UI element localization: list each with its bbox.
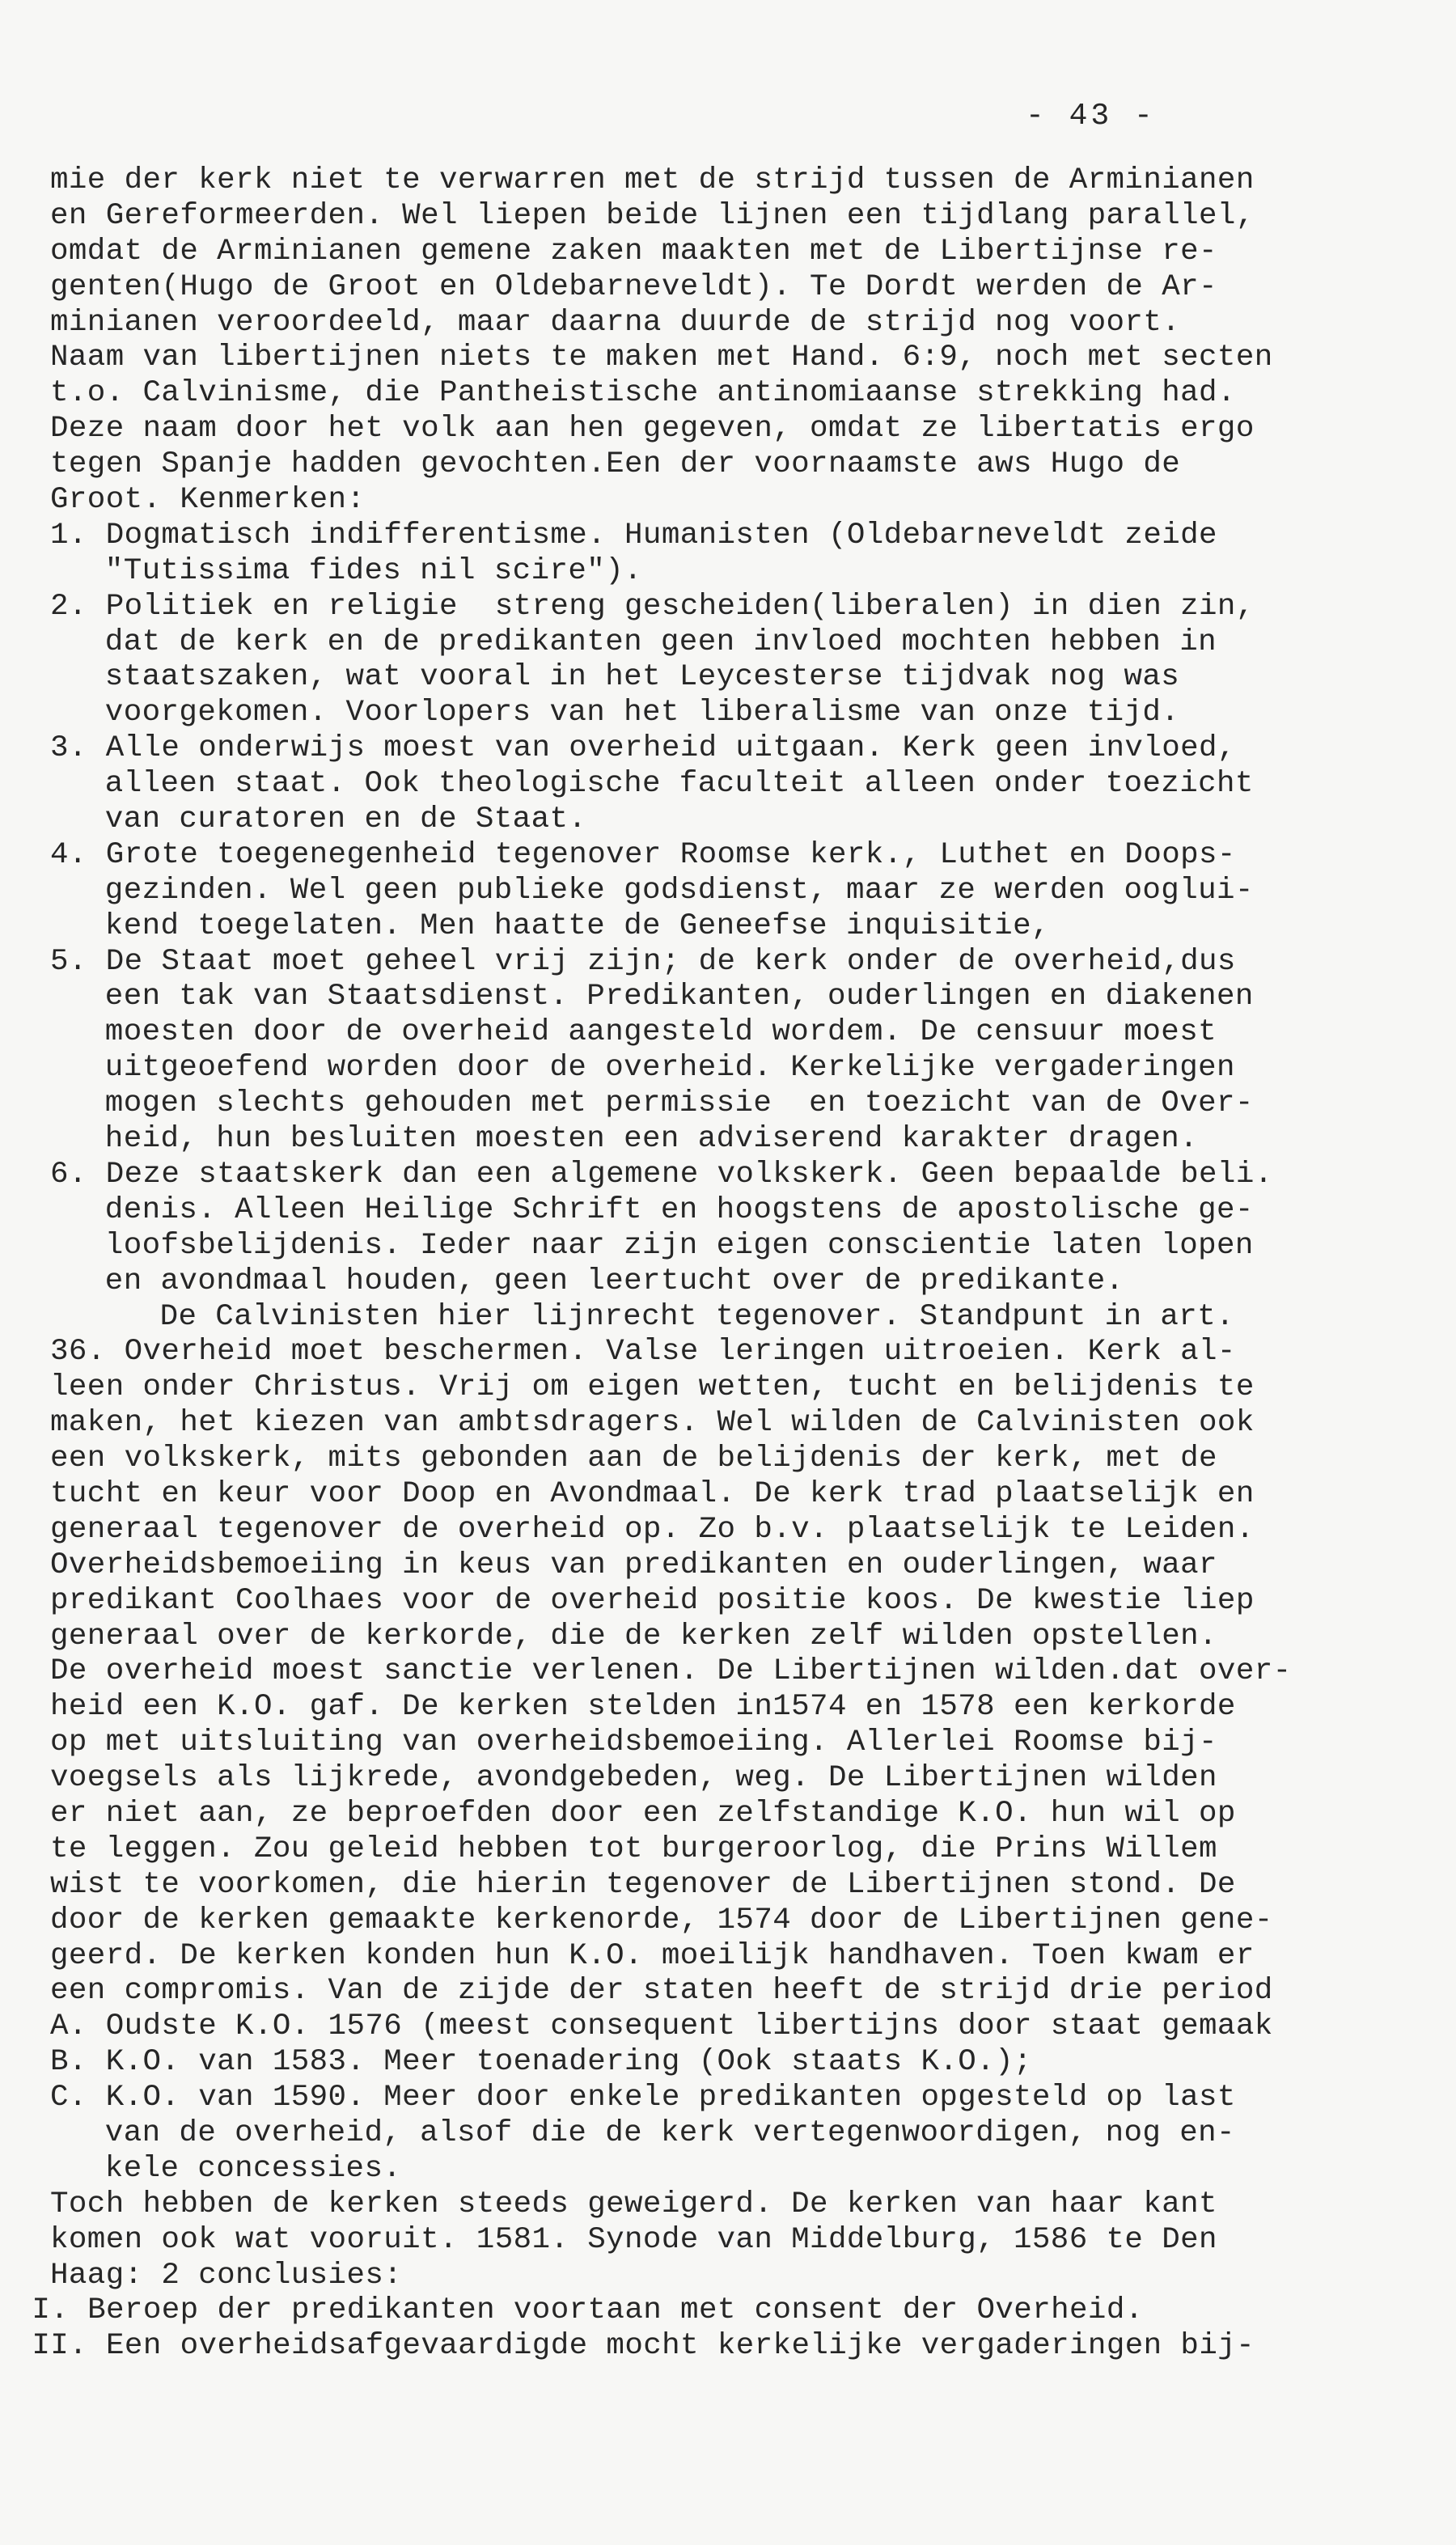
- text-line: 4. Grote toegenegenheid tegenover Roomse kerk., Luthet en Doops-: [50, 837, 1236, 872]
- text-line: en avondmaal houden, geen leertucht over de predikante.: [104, 1264, 1124, 1298]
- typed-text-body: [32, 163, 1433, 2365]
- text-line: tucht en keur voor Doop en Avondmaal. De kerk trad plaatselijk en: [50, 1476, 1255, 1511]
- text-line: 3. Alle onderwijs moest van overheid uitgaan. Kerk geen invloed,: [50, 731, 1236, 766]
- text-line: "Tutissima fides nil scire").: [104, 553, 643, 588]
- text-line: voorgekomen. Voorlopers van het liberalisme van onze tijd.: [104, 696, 1180, 730]
- text-line: loofsbelijdenis. Ieder naar zijn eigen conscientie laten lopen: [104, 1228, 1254, 1263]
- text-line: C. K.O. van 1590. Meer door enkele predikanten opgesteld op last: [50, 2081, 1236, 2115]
- text-line: moesten door de overheid aangesteld wordem. De censuur moest: [104, 1015, 1217, 1050]
- text-line: alleen staat. Ook theologische faculteit alleen onder toezicht: [104, 767, 1254, 802]
- text-line: generaal tegenover de overheid op. Zo b.v. plaatselijk te Leiden.: [50, 1512, 1255, 1547]
- text-line: Naam van libertijnen niets te maken met Hand. 6:9, noch met secten: [50, 341, 1273, 375]
- text-line: uitgeoefend worden door de overheid. Kerkelijke vergaderingen: [104, 1051, 1235, 1086]
- text-line: wist te voorkomen, die hierin tegenover de Libertijnen stond. De: [50, 1867, 1236, 1902]
- text-line: predikant Coolhaes voor de overheid positie koos. De kwestie liep: [50, 1583, 1255, 1618]
- text-line: kend toegelaten. Men haatte de Geneefse inquisitie,: [104, 908, 1050, 943]
- text-line: Overheidsbemoeiing in keus van predikanten en ouderlingen, waar: [50, 1548, 1217, 1582]
- text-line: geerd. De kerken konden hun K.O. moeilijk handhaven. Toen kwam er: [50, 1938, 1255, 1973]
- text-line: denis. Alleen Heilige Schrift en hoogstens de apostolische ge-: [104, 1192, 1254, 1227]
- text-line: heid een K.O. gaf. De kerken stelden in1574 en 1578 een kerkorde: [50, 1690, 1236, 1725]
- text-line: mie der kerk niet te verwarren met de strijd tussen de Arminianen: [50, 163, 1255, 197]
- text-line: B. K.O. van 1583. Meer toenadering (Ook staats K.O.);: [50, 2045, 1032, 2080]
- text-line: tegen Spanje hadden gevochten.Een der voornaamste aws Hugo de: [50, 447, 1181, 482]
- text-line: maken, het kiezen van ambtsdragers. Wel wilden de Calvinisten ook: [50, 1406, 1255, 1441]
- text-line: 2. Politiek en religie streng gescheiden(liberalen) in dien zin,: [50, 589, 1255, 624]
- text-line: minianen veroordeeld, maar daarna duurde de strijd nog voort.: [50, 305, 1181, 340]
- text-line: generaal over de kerkorde, die de kerken zelf wilden opstellen.: [50, 1619, 1217, 1654]
- text-line: op met uitsluiting van overheidsbemoeiing. Allerlei Roomse bij-: [50, 1726, 1217, 1760]
- text-line: De Calvinisten hier lijnrecht tegenover. Standpunt in art.: [159, 1299, 1235, 1334]
- text-line: en Gereformeerden. Wel liepen beide lijnen een tijdlang parallel,: [50, 198, 1255, 233]
- text-line: gezinden. Wel geen publieke godsdienst, maar ze werden ooglui-: [104, 873, 1254, 908]
- text-line: t.o. Calvinisme, die Pantheistische antinomiaanse strekking had.: [50, 376, 1236, 411]
- text-line: Groot. Kenmerken:: [50, 483, 366, 518]
- text-line: komen ook wat vooruit. 1581. Synode van Middelburg, 1586 te Den: [50, 2222, 1217, 2257]
- text-line: dat de kerk en de predikanten geen invloed mochten hebben in: [104, 625, 1217, 659]
- text-line: er niet aan, ze beproefden door een zelfstandige K.O. hun wil op: [50, 1796, 1236, 1831]
- text-line: 36. Overheid moet beschermen. Valse leringen uitroeien. Kerk al-: [50, 1335, 1236, 1370]
- text-line: Haag: 2 conclusies:: [50, 2258, 403, 2293]
- text-line: staatszaken, wat vooral in het Leycesterse tijdvak nog was: [104, 660, 1180, 695]
- text-line: leen onder Christus. Vrij om eigen wetten, tucht en belijdenis te: [50, 1370, 1255, 1405]
- text-line: A. Oudste K.O. 1576 (meest consequent libertijns door staat gemaak: [50, 2009, 1273, 2044]
- page-number: - 43 -: [1026, 99, 1156, 133]
- text-line: I. Beroep der predikanten voortaan met consent der Overheid.: [32, 2293, 1144, 2328]
- text-line: kele concessies.: [104, 2151, 402, 2186]
- text-line: een volkskerk, mits gebonden aan de belijdenis der kerk, met de: [50, 1442, 1217, 1476]
- text-line: II. Een overheidsafgevaardigde mocht kerkelijke vergaderingen bij-: [32, 2329, 1255, 2364]
- text-line: genten(Hugo de Groot en Oldebarneveldt). Te Dordt werden de Ar-: [50, 269, 1217, 304]
- text-line: 1. Dogmatisch indifferentisme. Humanisten (Oldebarneveldt zeide: [50, 518, 1217, 553]
- text-line: mogen slechts gehouden met permissie en toezicht van de Over-: [104, 1086, 1254, 1121]
- text-line: Toch hebben de kerken steeds geweigerd. De kerken van haar kant: [50, 2187, 1217, 2221]
- text-line: omdat de Arminianen gemene zaken maakten met de Libertijnse re-: [50, 234, 1217, 269]
- text-line: heid, hun besluiten moesten een adviserend karakter dragen.: [104, 1122, 1199, 1157]
- text-line: te leggen. Zou geleid hebben tot burgeroorlog, die Prins Willem: [50, 1831, 1217, 1866]
- text-line: door de kerken gemaakte kerkenorde, 1574 door de Libertijnen gene-: [50, 1903, 1273, 1937]
- text-line: van de overheid, alsof die de kerk vertegenwoordigen, nog en-: [104, 2115, 1235, 2150]
- text-line: een tak van Staatsdienst. Predikanten, ouderlingen en diakenen: [104, 980, 1254, 1014]
- text-line: 6. Deze staatskerk dan een algemene volkskerk. Geen bepaalde beli.: [50, 1157, 1273, 1192]
- text-line: van curatoren en de Staat.: [104, 802, 587, 837]
- text-line: voegsels als lijkrede, avondgebeden, weg. De Libertijnen wilden: [50, 1761, 1217, 1796]
- text-line: De overheid moest sanctie verlenen. De Libertijnen wilden.dat over-: [50, 1654, 1292, 1689]
- text-line: een compromis. Van de zijde der staten heeft de strijd drie period: [50, 1974, 1273, 2009]
- text-line: 5. De Staat moet geheel vrij zijn; de kerk onder de overheid,dus: [50, 944, 1236, 979]
- text-line: Deze naam door het volk aan hen gegeven, omdat ze libertatis ergo: [50, 412, 1255, 447]
